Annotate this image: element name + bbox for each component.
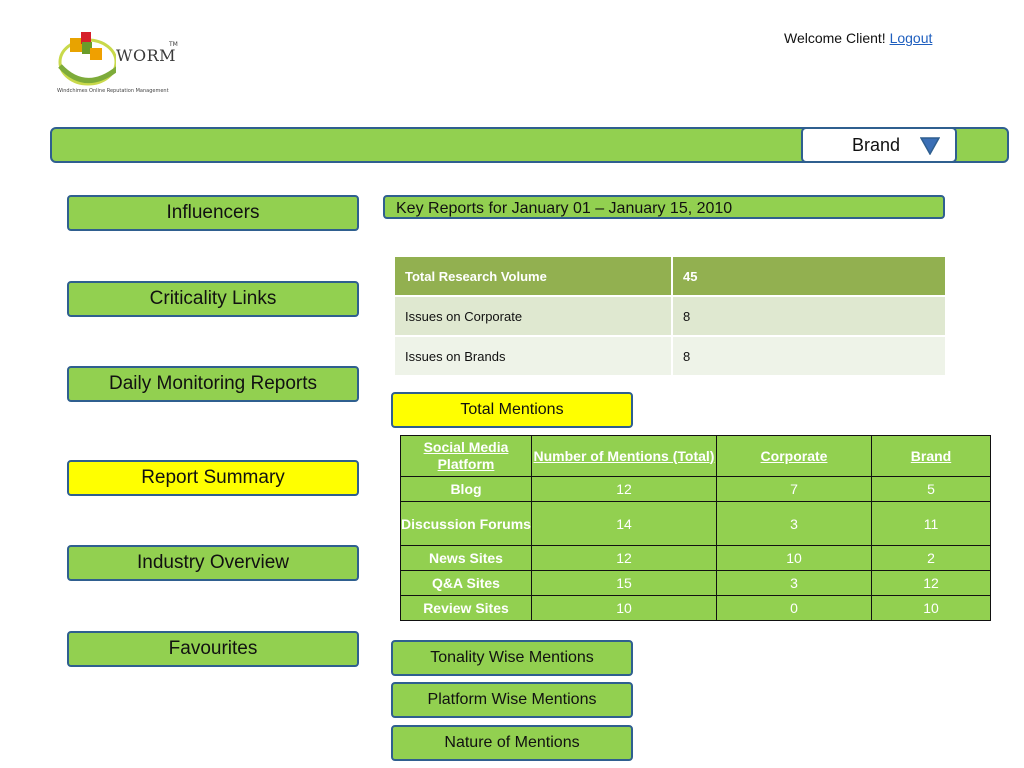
table-row [401, 477, 991, 502]
total-mentions-button[interactable]: Total Mentions [391, 392, 633, 428]
platform-cell: Discussion Forums [401, 502, 532, 546]
column-header-total[interactable]: Number of Mentions (Total) [532, 436, 717, 477]
platform-wise-mentions-button[interactable]: Platform Wise Mentions [391, 682, 633, 718]
tonality-wise-mentions-button[interactable]: Tonality Wise Mentions [391, 640, 633, 676]
summary-value: 8 [672, 296, 946, 336]
brand-cell: 12 [872, 571, 991, 596]
platform-cell: Review Sites [401, 596, 532, 621]
table-header-row [401, 436, 991, 477]
platform-cell: News Sites [401, 546, 532, 571]
platform-cell: Q&A Sites [401, 571, 532, 596]
worm-logo-icon [56, 24, 116, 94]
corporate-cell: 10 [717, 546, 872, 571]
summary-value: 45 [672, 256, 946, 296]
corporate-cell: 3 [717, 502, 872, 546]
nav-favourites[interactable]: Favourites [67, 631, 359, 667]
summary-label: Issues on Brands [394, 336, 672, 376]
logo [56, 24, 191, 99]
total-cell: 14 [532, 502, 717, 546]
nature-of-mentions-button[interactable]: Nature of Mentions [391, 725, 633, 761]
mentions-table [400, 435, 991, 621]
brand-cell: 5 [872, 477, 991, 502]
summary-value: 8 [672, 336, 946, 376]
report-title: Key Reports for January 01 – January 15, 2010 [383, 195, 945, 219]
column-header-platform[interactable]: Social Media Platform [401, 436, 532, 477]
total-cell: 12 [532, 477, 717, 502]
table-row [394, 296, 946, 336]
brand-cell: 11 [872, 502, 991, 546]
table-row [401, 596, 991, 621]
logout-link[interactable]: Logout [889, 30, 933, 46]
welcome-bar [784, 30, 932, 46]
brand-dropdown[interactable] [801, 127, 957, 163]
logo-tagline: Windchimes Online Reputation Management [57, 88, 169, 94]
corporate-cell: 0 [717, 596, 872, 621]
nav-criticality-links[interactable]: Criticality Links [67, 281, 359, 317]
total-cell: 15 [532, 571, 717, 596]
table-row [394, 336, 946, 376]
table-row [401, 502, 991, 546]
nav-influencers[interactable]: Influencers [67, 195, 359, 231]
brand-cell: 10 [872, 596, 991, 621]
column-header-brand[interactable]: Brand [872, 436, 991, 477]
summary-label: Issues on Corporate [394, 296, 672, 336]
table-row [401, 571, 991, 596]
welcome-text: Welcome Client! [784, 30, 886, 46]
summary-label: Total Research Volume [394, 256, 672, 296]
nav-daily-monitoring-reports[interactable]: Daily Monitoring Reports [67, 366, 359, 402]
total-cell: 10 [532, 596, 717, 621]
nav-industry-overview[interactable]: Industry Overview [67, 545, 359, 581]
nav-report-summary[interactable]: Report Summary [67, 460, 359, 496]
column-header-corporate[interactable]: Corporate [717, 436, 872, 477]
platform-cell: Blog [401, 477, 532, 502]
logo-trademark: TM [169, 41, 178, 48]
table-row [394, 256, 946, 296]
corporate-cell: 7 [717, 477, 872, 502]
brand-dropdown-label: Brand [852, 135, 901, 155]
summary-table [393, 255, 947, 377]
total-cell: 12 [532, 546, 717, 571]
logo-text: WORM [116, 46, 176, 65]
corporate-cell: 3 [717, 571, 872, 596]
brand-cell: 2 [872, 546, 991, 571]
table-row [401, 546, 991, 571]
dropdown-arrow-icon[interactable] [920, 137, 940, 155]
